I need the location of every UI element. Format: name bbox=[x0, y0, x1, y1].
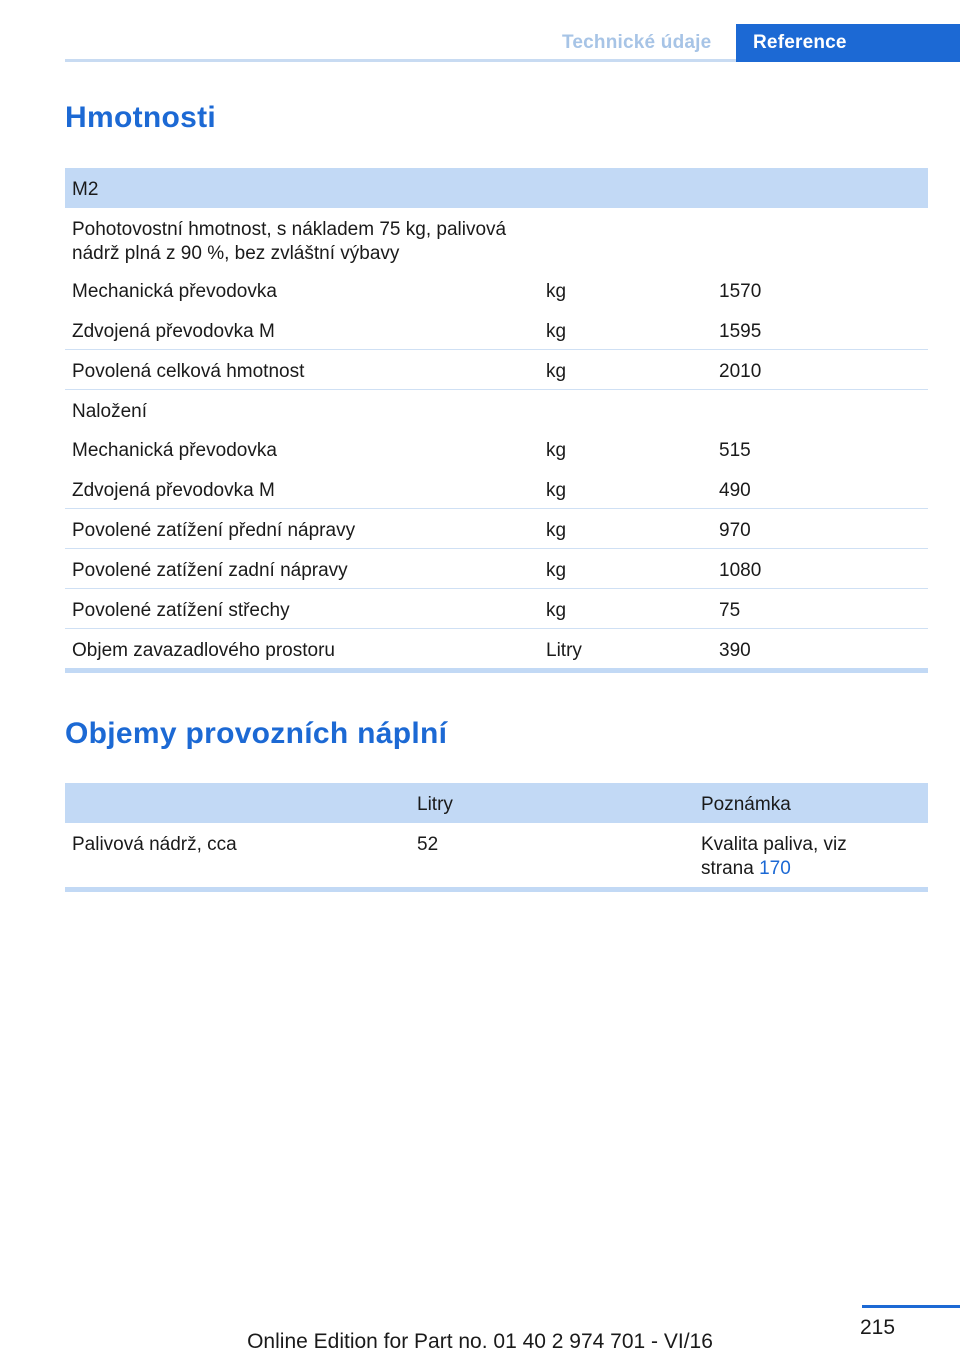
row-label: Zdvojená převodovka M bbox=[72, 321, 275, 342]
fluids-table bbox=[65, 783, 928, 887]
row-value: 75 bbox=[719, 600, 741, 621]
table-row bbox=[65, 629, 928, 668]
row-label: Palivová nádrž, cca bbox=[72, 834, 237, 855]
row-unit: kg bbox=[546, 560, 567, 581]
table-row bbox=[65, 589, 928, 629]
page-number-rule bbox=[862, 1305, 960, 1308]
row-value: 2010 bbox=[719, 361, 762, 382]
section-tab[interactable]: Technické údaje bbox=[562, 32, 712, 53]
fluids-table-bottom-rule bbox=[65, 887, 928, 892]
table-row bbox=[65, 208, 928, 270]
row-label: Pohotovostní hmotnost, s nákladem 75 kg, palivová nádrž plná z 90 %, bez zvláštní výbavy bbox=[72, 219, 507, 264]
weights-table-header bbox=[65, 168, 928, 208]
page-number: 215 bbox=[860, 1316, 896, 1339]
row-label: Mechanická převodovka bbox=[72, 281, 277, 302]
chapter-tab[interactable]: Reference bbox=[736, 24, 960, 62]
row-label: Mechanická převodovka bbox=[72, 440, 277, 461]
row-unit: kg bbox=[546, 480, 567, 501]
weights-title: Hmotnosti bbox=[65, 101, 217, 134]
table-row bbox=[65, 390, 928, 429]
table-row bbox=[65, 823, 928, 887]
table-row bbox=[65, 429, 928, 469]
row-label: Povolená celková hmotnost bbox=[72, 361, 305, 382]
row-unit: kg bbox=[546, 520, 567, 541]
row-value: 52 bbox=[417, 834, 439, 855]
row-unit: kg bbox=[546, 361, 567, 382]
row-unit: kg bbox=[546, 321, 567, 342]
row-value: 390 bbox=[719, 640, 751, 661]
row-value: 490 bbox=[719, 480, 751, 501]
row-unit: kg bbox=[546, 281, 567, 302]
fluids-table-header bbox=[65, 783, 928, 823]
table-row bbox=[65, 469, 928, 509]
table-row bbox=[65, 310, 928, 350]
row-note: Kvalita paliva, viz strana 170 bbox=[701, 834, 847, 879]
weights-table-bottom-rule bbox=[65, 668, 928, 673]
row-value: 515 bbox=[719, 440, 751, 461]
header-cell-note: Poznámka bbox=[701, 794, 791, 815]
header-cell-unit: Litry bbox=[417, 794, 453, 815]
row-unit: kg bbox=[546, 600, 567, 621]
row-value: 1570 bbox=[719, 281, 762, 302]
table-row bbox=[65, 270, 928, 310]
table-row bbox=[65, 509, 928, 549]
row-unit: kg bbox=[546, 440, 567, 461]
footer-edition: Online Edition for Part no. 01 40 2 974 701 - VI/16 bbox=[247, 1330, 713, 1353]
row-value: 970 bbox=[719, 520, 751, 541]
row-label: Objem zavazadlového prostoru bbox=[72, 640, 335, 661]
weights-table bbox=[65, 168, 928, 668]
fluids-title: Objemy provozních náplní bbox=[65, 717, 448, 750]
row-label: Naložení bbox=[72, 401, 147, 422]
row-value: 1595 bbox=[719, 321, 762, 342]
row-unit: Litry bbox=[546, 640, 582, 661]
row-label: Zdvojená převodovka M bbox=[72, 480, 275, 501]
table-row bbox=[65, 549, 928, 589]
row-label: Povolené zatížení zadní nápravy bbox=[72, 560, 348, 581]
row-label: Povolené zatížení střechy bbox=[72, 600, 290, 621]
row-label: Povolené zatížení přední nápravy bbox=[72, 520, 356, 541]
row-value: 1080 bbox=[719, 560, 762, 581]
header-cell-model: M2 bbox=[72, 179, 99, 200]
page-reference-link[interactable]: 170 bbox=[759, 858, 791, 879]
table-row bbox=[65, 350, 928, 390]
